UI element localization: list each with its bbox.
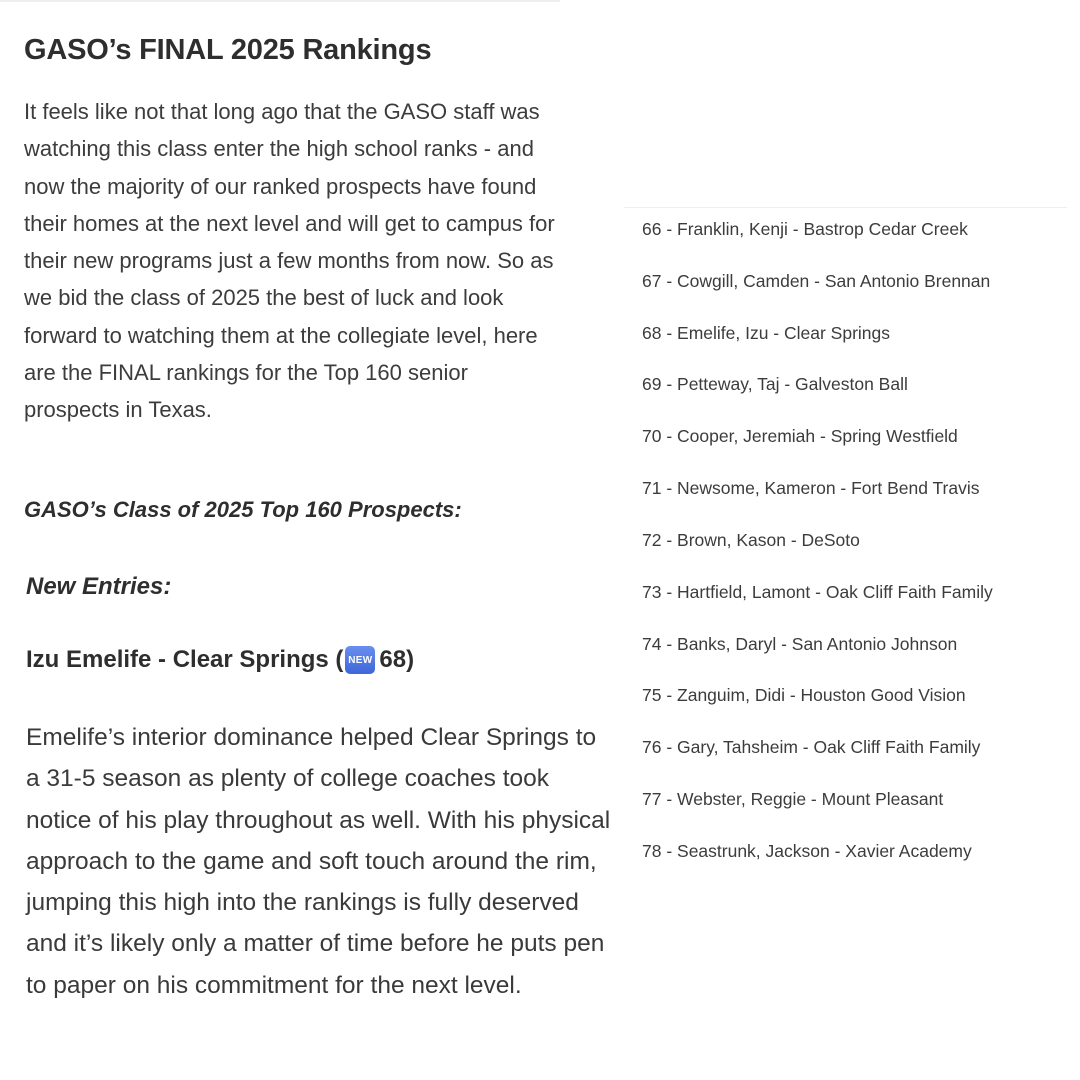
new-entries-heading: New Entries: — [26, 573, 172, 600]
ranking-item: 75 - Zanguim, Didi - Houston Good Vision — [642, 685, 966, 705]
ranking-item: 78 - Seastrunk, Jackson - Xavier Academy — [642, 841, 972, 861]
class-heading: GASO’s Class of 2025 Top 160 Prospects: — [24, 497, 462, 522]
ranking-item: 68 - Emelife, Izu - Clear Springs — [642, 323, 891, 343]
ranking-item: 66 - Franklin, Kenji - Bastrop Cedar Creek — [642, 219, 968, 239]
ranking-item: 69 - Petteway, Taj - Galveston Ball — [642, 374, 908, 394]
entry-title-prefix: Izu Emelife - Clear Springs ( — [26, 646, 344, 673]
ranking-item: 74 - Banks, Daryl - San Antonio Johnson — [642, 634, 958, 654]
ranking-item: 72 - Brown, Kason - DeSoto — [642, 530, 860, 550]
ranking-item: 73 - Hartfield, Lamont - Oak Cliff Faith Family — [642, 582, 993, 602]
new-badge-icon: NEW — [345, 646, 375, 674]
ranking-item: 77 - Webster, Reggie - Mount Pleasant — [642, 789, 944, 809]
rankings-panel — [624, 207, 1067, 861]
entry-title — [26, 646, 606, 674]
entry-title-suffix: 68) — [379, 646, 415, 673]
ranking-item: 67 - Cowgill, Camden - San Antonio Brennan — [642, 271, 991, 291]
ranking-item: 71 - Newsome, Kameron - Fort Bend Travis — [642, 478, 980, 498]
article-title: GASO’s FINAL 2025 Rankings — [24, 34, 432, 66]
ranking-item: 76 - Gary, Tahsheim - Oak Cliff Faith Family — [642, 737, 981, 757]
article-intro: It feels like not that long ago that the GASO staff was watching this class enter the high school ranks - and now the majority of our ranked prospects have found their homes at the next level and will get to campus for their new programs just a few months from now. So as we bid the class of 2025 the best of luck and look forward to watching them at the collegiate level, here are the FINAL rankings for the Top 160 senior prospects in Texas. — [24, 99, 555, 423]
ranking-item: 70 - Cooper, Jeremiah - Spring Westfield — [642, 426, 958, 446]
entry-body: Emelife’s interior dominance helped Clear Springs to a 31-5 season as plenty of college coaches took notice of his play throughout as well. With his physical approach to the game and soft touch around the rim, jumping this high into the rankings is fully deserved and it’s likely only a matter of time before he puts pen to paper on his commitment for the next level. — [26, 724, 611, 999]
top-divider — [0, 0, 560, 2]
